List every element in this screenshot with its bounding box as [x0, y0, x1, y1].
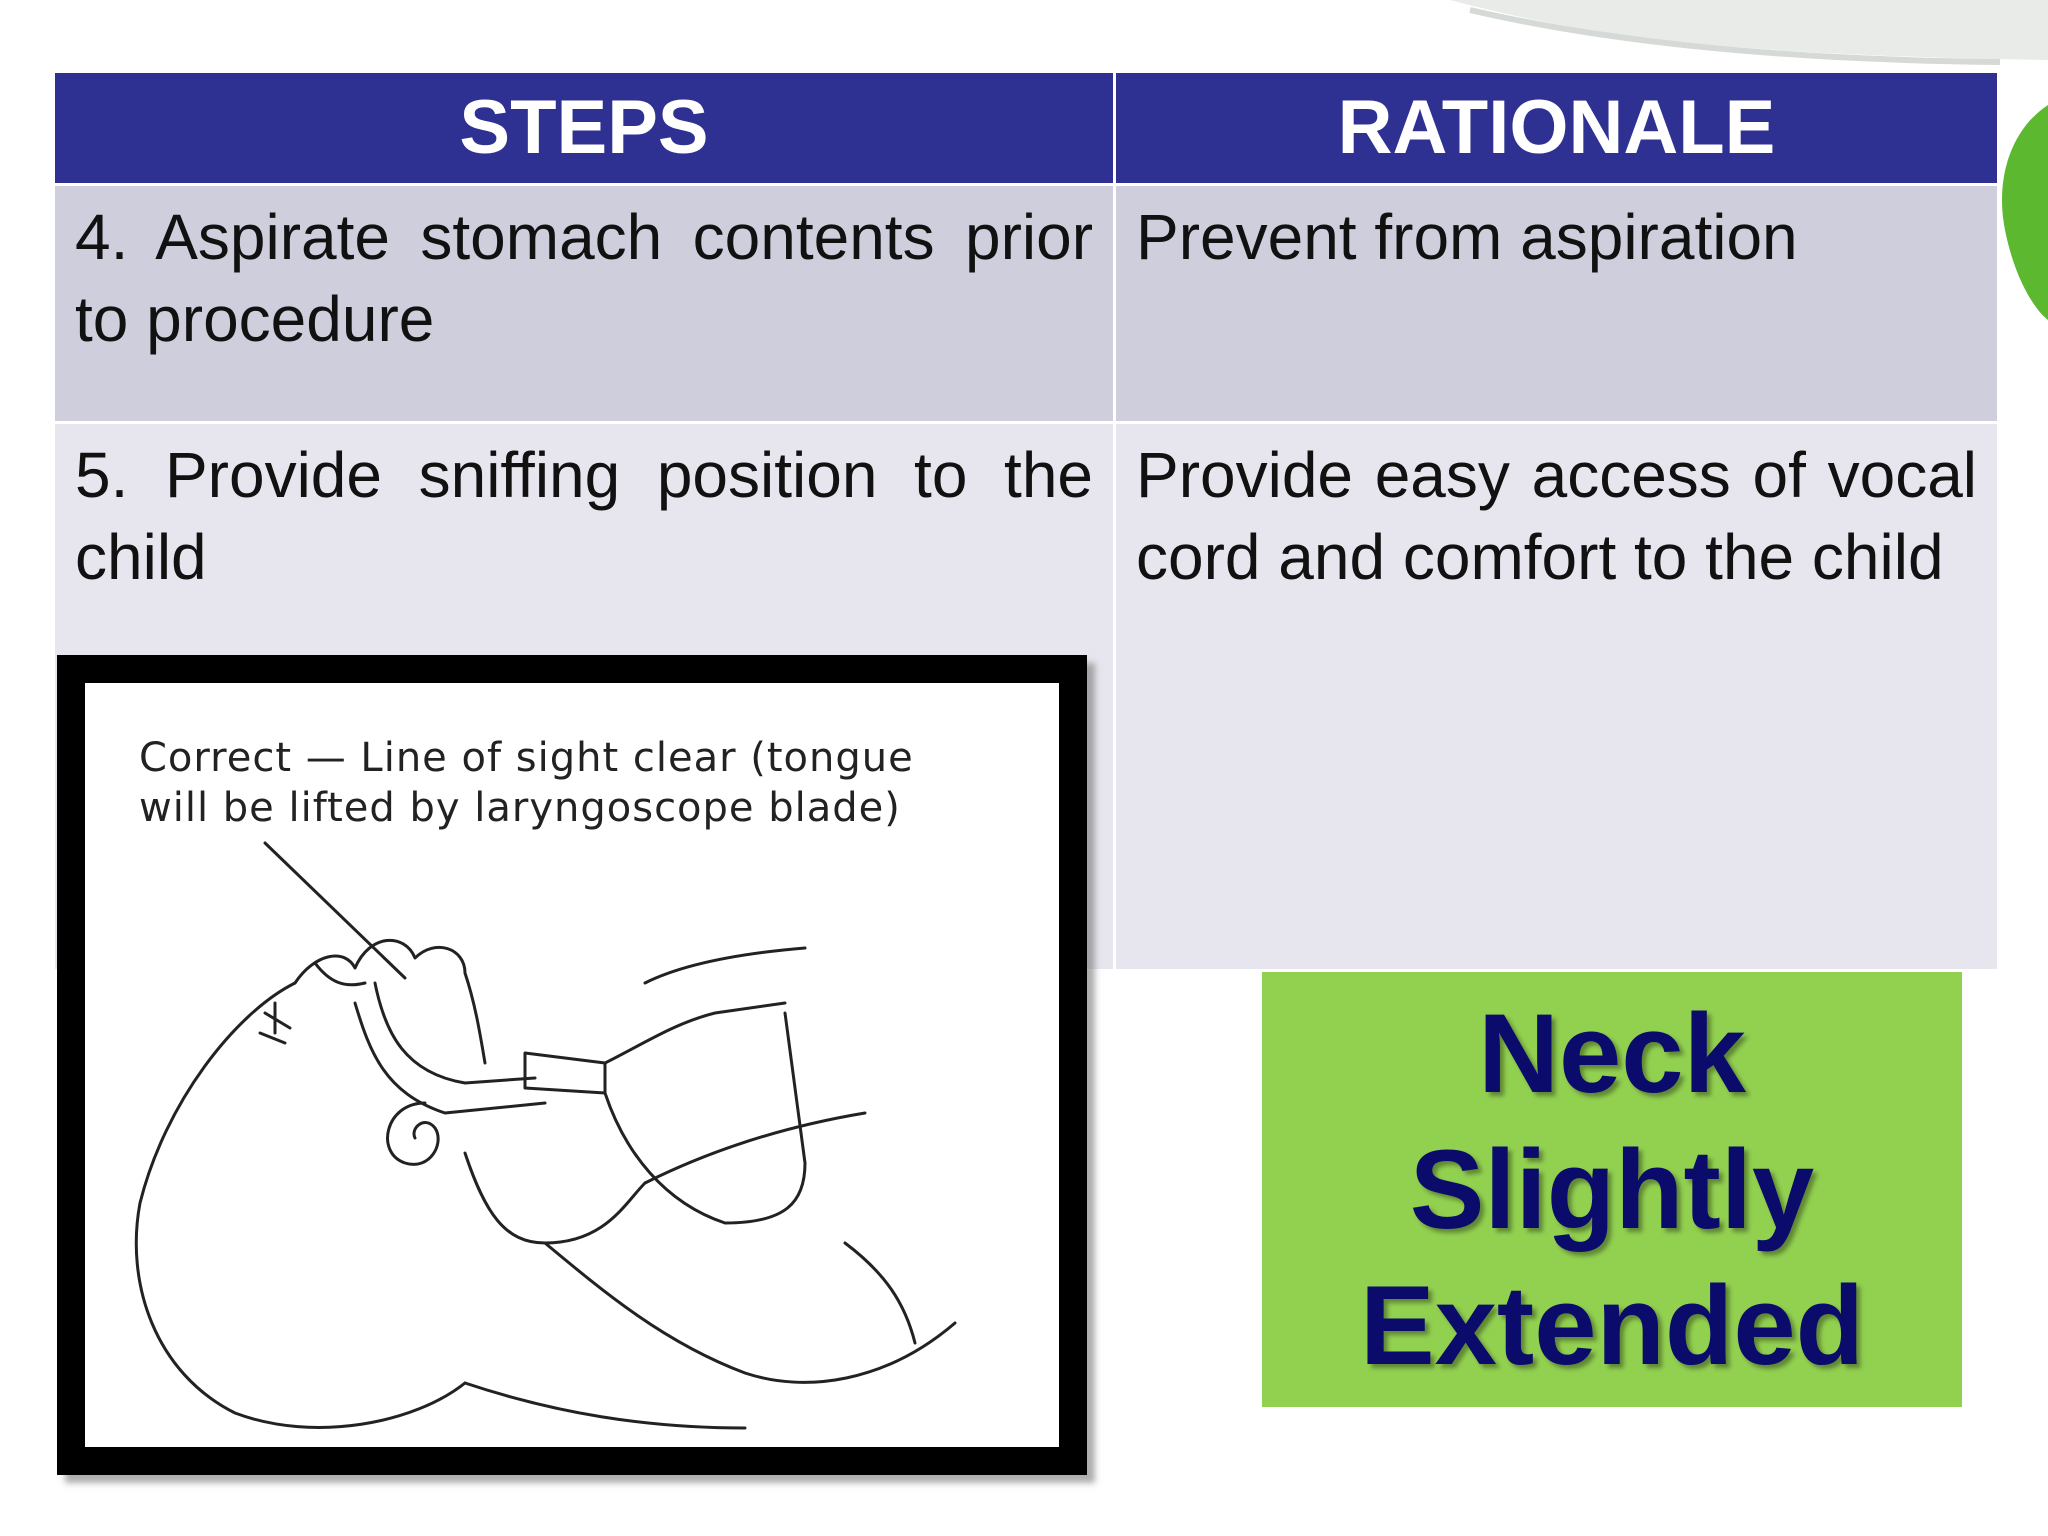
rationale-text: Provide easy access of vocal cord and comfort to the child [1136, 439, 1977, 593]
callout-line: Extended [1359, 1262, 1865, 1388]
step-text: 5. Provide sniffing position to the child [75, 439, 1093, 593]
swoosh-highlight [1470, 10, 2000, 62]
neck-position-callout [1262, 972, 1962, 1407]
caption-line: will be lifted by laryngoscope blade) [139, 785, 901, 831]
neck [465, 1153, 645, 1243]
rationale-cell [1115, 423, 1999, 971]
ear [388, 1103, 439, 1164]
airway-lower [355, 1003, 545, 1113]
rationale-text: Prevent from aspiration [1136, 201, 1798, 273]
face-profile [295, 940, 485, 1063]
green-leaf-icon [2002, 105, 2048, 320]
nose [315, 963, 365, 985]
oral-airway [375, 983, 535, 1083]
lung [605, 1013, 805, 1223]
pointer-line [265, 843, 405, 978]
hair-marks [260, 1003, 290, 1043]
shoulder [645, 1113, 865, 1183]
callout-line: Neck [1478, 990, 1746, 1116]
swoosh-shape [1450, 0, 2048, 60]
step-text: 4. Aspirate stomach contents prior to procedure [75, 201, 1093, 355]
caption-line: Correct — Line of sight clear (tongue [139, 735, 914, 781]
callout-line: Slightly [1409, 1126, 1815, 1252]
table-header-row [54, 72, 1999, 185]
steps-header: STEPS [54, 72, 1115, 185]
bronchus [605, 1003, 785, 1063]
sniffing-position-illustration [85, 683, 1059, 1447]
table-row [54, 185, 1999, 423]
rationale-header: RATIONALE [1115, 72, 1999, 185]
trachea-tube [525, 1053, 605, 1093]
illustration-frame [57, 655, 1087, 1475]
chest [545, 1243, 955, 1382]
step-cell [54, 185, 1115, 423]
rationale-cell [1115, 185, 1999, 423]
back-line [465, 1383, 745, 1428]
infant-airway-drawing [85, 683, 1059, 1447]
callout-text [1360, 986, 1864, 1394]
head-outline [136, 983, 465, 1427]
hand-blade [645, 948, 805, 983]
arm [845, 1243, 915, 1343]
